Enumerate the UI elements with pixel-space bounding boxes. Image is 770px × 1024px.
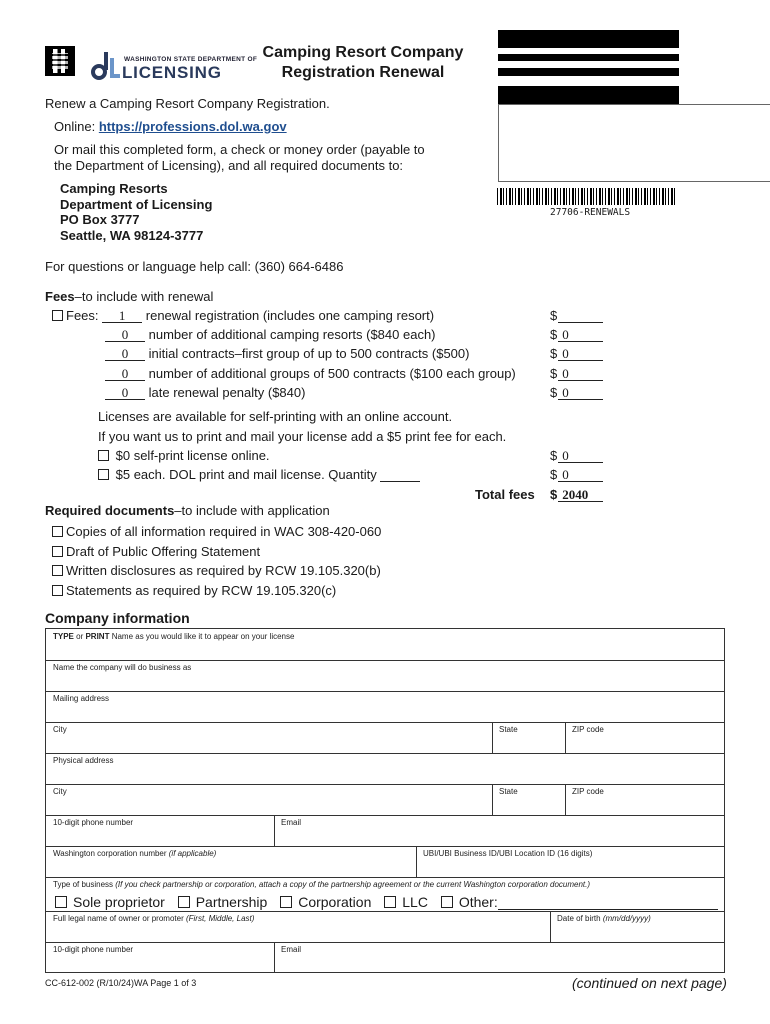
- fee-row: 0 initial contracts–first group of up to 500 contracts ($500): [105, 346, 469, 364]
- partnership-checkbox[interactable]: [178, 896, 190, 908]
- date-of-birth-field[interactable]: Date of birth (mm/dd/yyyy): [557, 914, 651, 923]
- mailing-zip-field[interactable]: ZIP code: [572, 725, 604, 734]
- owner-phone-field[interactable]: 10-digit phone number: [53, 945, 134, 954]
- llc-checkbox[interactable]: [384, 896, 396, 908]
- sole-proprietor-checkbox[interactable]: [55, 896, 67, 908]
- business-type-options: Sole proprietor Partnership Corporation LLC Other:: [55, 894, 718, 910]
- fees-checkbox[interactable]: [52, 310, 63, 321]
- doc-checkbox[interactable]: [52, 526, 63, 537]
- list-item: Copies of all information required in WAC 308-420-060: [52, 522, 381, 542]
- fee-amount-field[interactable]: 0: [558, 449, 603, 463]
- form-title: Camping Resort Company Registration Renewal: [262, 44, 464, 81]
- online-link[interactable]: https://professions.dol.wa.gov: [98, 119, 287, 134]
- business-type-label: Type of business (If you check partnership or corporation, attach a copy of the partnership agreement or the current Washington corporation document.): [53, 880, 591, 889]
- fee-row: Fees: 1 renewal registration (includes one camping resort): [52, 308, 434, 326]
- physical-address-field[interactable]: Physical address: [53, 756, 114, 765]
- other-type-field[interactable]: [498, 896, 718, 910]
- doc-checkbox[interactable]: [52, 585, 63, 596]
- owner-name-field[interactable]: Full legal name of owner or promoter (First, Middle, Last): [53, 914, 255, 923]
- dol-logo-icon: [90, 52, 122, 82]
- fee-amount: $ 0: [550, 346, 603, 361]
- mailing-state-field[interactable]: State: [499, 725, 518, 734]
- fee-qty[interactable]: 0: [105, 347, 145, 361]
- total-fees-field[interactable]: 2040: [558, 488, 603, 502]
- form-id: CC-612-002 (R/10/24)WA Page 1 of 3: [45, 978, 197, 988]
- fee-amount: $ 0: [550, 385, 603, 400]
- corporation-checkbox[interactable]: [280, 896, 292, 908]
- license-name-field[interactable]: TYPE or PRINT Name as you would like it to appear on your license: [53, 632, 295, 641]
- print-note: If you want us to print and mail your license add a $5 print fee for each.: [98, 429, 507, 444]
- company-phone-field[interactable]: 10-digit phone number: [53, 818, 134, 827]
- barcode-text: 27706-RENEWALS: [550, 207, 631, 218]
- owner-email-field[interactable]: Email: [281, 945, 302, 954]
- fee-amount: $ 0: [550, 327, 603, 342]
- total-fees-label: Total fees: [475, 487, 535, 502]
- fee-row: 0 number of additional groups of 500 contracts ($100 each group): [105, 366, 516, 384]
- redaction-bar: [498, 86, 679, 104]
- company-email-field[interactable]: Email: [281, 818, 302, 827]
- mailing-address-field[interactable]: Mailing address: [53, 694, 110, 703]
- mailing-city-field[interactable]: City: [53, 725, 67, 734]
- other-checkbox[interactable]: [441, 896, 453, 908]
- fee-amount: $ 0: [550, 366, 603, 381]
- fee-amount-field[interactable]: [558, 309, 603, 323]
- company-info-heading: Company information: [45, 610, 190, 626]
- fee-amount-field[interactable]: 0: [558, 386, 603, 400]
- fee-amount-field[interactable]: 0: [558, 468, 603, 482]
- fee-amount-field[interactable]: 0: [558, 367, 603, 381]
- corporation-number-field[interactable]: Washington corporation number (if applicable): [53, 849, 217, 858]
- continued-note: (continued on next page): [572, 975, 727, 991]
- fee-amount-field[interactable]: 0: [558, 347, 603, 361]
- list-item: Written disclosures as required by RCW 19.105.320(b): [52, 561, 381, 581]
- online-line: Online: https://professions.dol.wa.gov: [54, 119, 287, 134]
- fee-row: 0 late renewal penalty ($840): [105, 385, 305, 403]
- fee-qty[interactable]: 0: [105, 328, 145, 342]
- fee-amount: $ 0: [550, 467, 603, 482]
- required-docs-list: [52, 522, 381, 600]
- office-use-box: [498, 104, 770, 182]
- mailing-address: Camping Resorts Department of Licensing PO Box 3777 Seattle, WA 98124-3777: [60, 181, 213, 243]
- fee-qty[interactable]: 0: [105, 367, 145, 381]
- barcode: [497, 188, 677, 205]
- list-item: Draft of Public Offering Statement: [52, 542, 381, 562]
- company-info-grid: [45, 628, 725, 973]
- fee-amount: $ 0: [550, 448, 603, 463]
- doc-checkbox[interactable]: [52, 565, 63, 576]
- fee-row: 0 number of additional camping resorts ($840 each): [105, 327, 436, 345]
- physical-city-field[interactable]: City: [53, 787, 67, 796]
- fee-amount: $: [550, 308, 603, 323]
- fee-qty[interactable]: 0: [105, 386, 145, 400]
- fee-amount-field[interactable]: 0: [558, 328, 603, 342]
- mail-print-option: $5 each. DOL print and mail license. Quantity: [98, 467, 420, 482]
- questions-line: For questions or language help call: (360) 664-6486: [45, 259, 344, 274]
- agency-name-big: LICENSING: [122, 63, 222, 82]
- self-print-checkbox[interactable]: [98, 450, 109, 461]
- qr-code: [45, 46, 75, 76]
- redaction-bar: [498, 54, 679, 61]
- redaction-bar: [498, 30, 679, 48]
- required-docs-heading: Required documents–to include with application: [45, 503, 330, 518]
- self-print-option: $0 self-print license online.: [98, 448, 270, 463]
- list-item: Statements as required by RCW 19.105.320(c): [52, 581, 381, 601]
- physical-zip-field[interactable]: ZIP code: [572, 787, 604, 796]
- intro-line: Renew a Camping Resort Company Registration.: [45, 96, 330, 111]
- fees-heading: Fees–to include with renewal: [45, 289, 214, 304]
- print-note: Licenses are available for self-printing with an online account.: [98, 409, 453, 424]
- redaction-bar: [498, 68, 679, 76]
- physical-state-field[interactable]: State: [499, 787, 518, 796]
- print-quantity-field[interactable]: [380, 468, 420, 482]
- agency-name-small: WASHINGTON STATE DEPARTMENT OF: [124, 56, 258, 63]
- mail-instructions: Or mail this completed form, a check or money order (payable to the Department of Licensing), and all required documents to:: [54, 142, 425, 173]
- fee-qty[interactable]: 1: [102, 309, 142, 323]
- ubi-field[interactable]: UBI/UBI Business ID/UBI Location ID (16 digits): [423, 849, 593, 858]
- mail-print-checkbox[interactable]: [98, 469, 109, 480]
- doc-checkbox[interactable]: [52, 546, 63, 557]
- total-fees: $ 2040: [550, 487, 603, 502]
- dba-field[interactable]: Name the company will do business as: [53, 663, 192, 672]
